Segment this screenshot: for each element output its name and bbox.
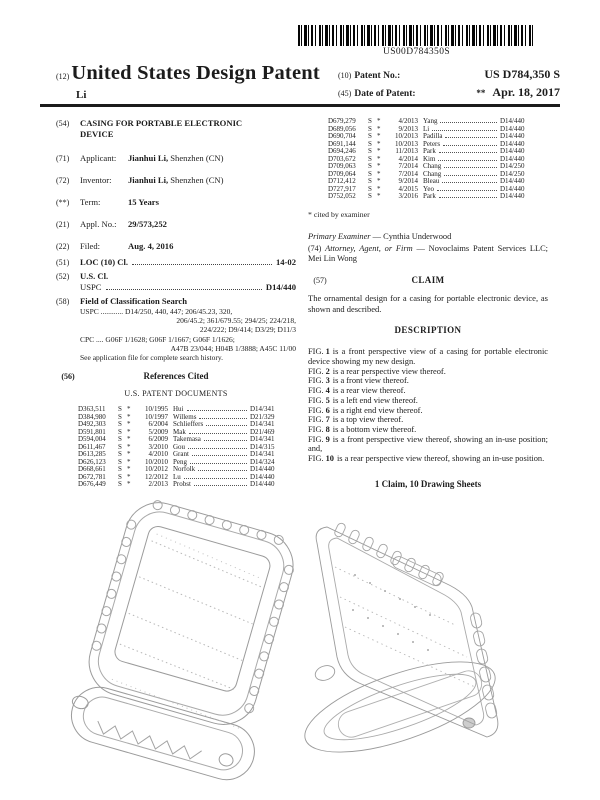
barcode-number: US00D784350S [382,47,451,57]
citation-date: 9/2014 [398,177,418,185]
citation-star: * [377,139,381,148]
uspc-value: D14/440 [265,282,296,293]
classification-line: USPC ............ D14/250, 440, 447; 206/45.23, 320, [80,307,233,317]
field-58-search [56,296,296,362]
figure-description-row [308,347,548,366]
dot-leader [198,470,247,471]
citation-date: 11/2013 [395,147,418,155]
citation-class: D14/440 [250,472,275,481]
citation-class: D14/341 [250,420,275,429]
field-tag: (**) [56,198,70,208]
fig-number: 7 [325,415,330,425]
citation-star: * [127,472,131,481]
citation-kind: S [118,427,122,436]
citation-number: D689,056 [328,124,356,133]
citation-name: Probst [173,480,191,489]
citation-class: D14/440 [250,480,275,489]
citation-date: 5/2009 [148,427,168,436]
citation-kind: S [368,184,372,193]
us-cl-label: U.S. Cl. [80,271,109,282]
citation-number: D752,052 [328,192,356,200]
field-tag: (52) [56,272,70,282]
citation-number: D694,246 [328,147,356,155]
figure-rear-perspective-drawing [295,505,545,795]
citation-star: * [377,169,381,178]
citation-number: D492,303 [78,420,106,429]
citation-kind: S [368,124,372,133]
citation-class: D21/329 [250,412,275,421]
claim-sheets-footer: 1 Claim, 10 Drawing Sheets [374,478,482,489]
fig-number: 8 [325,424,330,434]
left-column [56,118,296,489]
citation-name: Peters [423,139,441,148]
inventor-surname: Li [76,89,87,101]
citation-date: 6/2009 [148,435,168,444]
citation-date: 9/2013 [398,124,418,133]
citation-name: Takemasa [173,435,201,444]
classification-line: CPC .... G06F 1/1628; G06F 1/1667; G06F 1/1626; [80,334,235,344]
citation-number: D691,144 [328,139,356,148]
citation-number: D613,285 [78,450,106,459]
fig-label: FIG. [308,424,324,434]
appl-no-label: Appl. No.: [80,219,117,230]
citation-name: Li [423,124,430,133]
citation-star: * [377,117,381,125]
classification-lines [80,307,296,362]
appl-no-value: 29/573,252 [128,219,167,230]
dot-leader [204,440,247,441]
citation-kind: S [118,405,122,414]
citation-name: Bleau [423,177,440,185]
fig-text: is a front view thereof. [332,376,409,386]
field-72-inventor [56,175,296,186]
description-heading: DESCRIPTION [394,325,462,336]
citation-star: * [127,420,131,429]
patent-citation-row [328,193,536,201]
citation-number: D384,980 [78,412,106,421]
field-tag: (56) [61,372,75,382]
citation-star: * [127,450,131,459]
us-patent-documents-heading: U.S. PATENT DOCUMENTS [124,389,228,399]
fig-text: is a rear perspective view thereof, showing an in-use position. [336,454,545,464]
citation-star: * [127,480,131,489]
citation-class: D14/440 [500,117,525,125]
citation-kind: S [118,442,122,451]
fig-text: is a front perspective view thereof, showing an in-use position; and, [308,434,548,454]
citation-kind: S [118,412,122,421]
attorney-label: Attorney, Agent, or Firm [325,243,413,253]
citation-star: * [127,457,131,466]
figure-descriptions [308,347,548,463]
citation-class: D14/440 [500,147,525,155]
citation-star: * [377,132,381,140]
citation-kind: S [368,132,372,140]
fig-text: is a left end view thereof. [332,395,418,405]
citation-number: D709,063 [328,162,356,170]
citation-class: D14/315 [250,442,275,451]
citations-table-right [328,118,536,201]
figure-description-row [308,386,548,396]
fig-label: FIG. [308,454,324,464]
citation-name: Chang [423,162,442,170]
figure-description-row [308,396,548,406]
primary-examiner-line [308,232,548,243]
citation-star: * [127,435,131,444]
citation-star: * [377,192,381,200]
citation-name: Park [423,192,436,200]
citation-number: D703,672 [328,154,356,163]
citation-name: Mak [173,427,186,436]
citation-star: * [377,184,381,193]
citation-name: Norfolk [173,465,196,474]
fig-text: is a front perspective view of a casing for portable electronic device showing my new design. [308,347,548,366]
field-52-us-cl [56,271,296,293]
citation-star: * [127,465,131,474]
fig-number: 10 [325,454,334,464]
cited-by-examiner-note: * cited by examiner [308,209,370,219]
citation-number: D679,279 [328,117,356,125]
dot-leader [206,425,247,426]
citation-class: D14/341 [250,405,275,414]
inventor-label: Inventor: [80,175,112,186]
citation-star: * [377,177,381,185]
citation-date: 7/2014 [398,169,418,178]
citation-date: 7/2014 [398,162,418,170]
dot-leader [444,167,497,168]
attorney-value: — Novoclaims Patent Services LLC; Mei Lin Wong [308,243,548,264]
citation-date: 4/2015 [398,184,418,193]
citation-class: D14/250 [500,169,525,178]
citation-date: 3/2010 [148,442,168,451]
claim-text: The ornamental design for a casing for portable electronic device, as shown and described. [308,292,548,314]
citation-class: D14/324 [250,457,275,466]
fig-label: FIG. [308,347,324,357]
citation-kind: S [118,450,122,459]
citation-class: D14/440 [500,132,525,140]
citation-kind: S [118,420,122,429]
citation-kind: S [368,117,372,125]
citation-date: 6/2004 [148,420,168,429]
figure-description-row [308,376,548,386]
figure-description-row [308,406,548,416]
figure-description-row [308,425,548,435]
citation-number: D626,123 [78,457,106,466]
references-title: References Cited [143,371,209,382]
citation-class: D14/341 [250,435,275,444]
figure-description-row [308,367,548,377]
references-heading [56,371,296,382]
citation-date: 4/2010 [148,450,168,459]
citation-name: Kim [423,154,436,163]
dot-leader [194,485,247,486]
citation-kind: S [118,457,122,466]
figure-description-row [308,415,548,425]
dot-leader [192,455,247,456]
dot-leader [440,122,497,123]
header-right [338,67,560,103]
citation-number: D672,781 [78,472,106,481]
field-tag: (21) [56,220,70,230]
classification-line: 206/45.2; 361/679.55; 294/25; 224/218, [176,316,296,326]
loc-label: LOC (10) Cl. [80,257,128,268]
fig-number: 3 [325,376,330,386]
dot-leader [184,478,247,479]
claim-heading [308,275,548,286]
fig-number: 1 [325,347,330,357]
citation-date: 10/2010 [145,457,168,466]
claim-title: CLAIM [411,274,445,285]
citation-date: 3/2016 [398,192,418,200]
field-tag: (58) [56,297,70,307]
citation-class: D14/250 [500,162,525,170]
citation-star: * [377,124,381,133]
citation-number: D668,661 [78,465,106,474]
citation-star: * [377,154,381,163]
dot-leader [189,433,247,434]
fig-text: is a top view thereof. [332,415,404,425]
citation-name: Grant [173,450,189,459]
citation-kind: S [118,480,122,489]
figure-front-perspective-drawing [55,488,305,798]
field-51-loc [56,257,296,268]
fig-text: is a bottom view thereof. [332,424,417,434]
filed-label: Filed: [80,241,101,252]
citation-class: D14/440 [500,177,525,185]
citation-kind: S [118,435,122,444]
fig-number: 6 [325,405,330,415]
fig-label: FIG. [308,434,324,444]
term-label: Term: [80,197,101,208]
dot-leader [439,152,497,153]
citation-kind: S [118,465,122,474]
citation-star: * [127,427,131,436]
field-tag: (54) [56,119,70,128]
field-tag: (57) [313,275,327,285]
citation-date: 10/2013 [395,132,418,140]
primary-examiner-label: Primary Examiner [308,232,371,242]
citation-date: 10/2013 [395,139,418,148]
barcode-icon [298,25,535,46]
field-22-filed [56,241,296,252]
field-tag: (51) [56,258,70,268]
citation-star: * [127,405,131,414]
citations-table-left [78,406,286,489]
field-54-title [56,118,296,139]
citation-star: * [377,147,381,155]
fig-text: is a rear perspective view thereof. [332,366,446,376]
citation-name: Park [423,147,436,155]
citation-class: D14/440 [500,192,525,200]
header-left [56,62,320,103]
dot-leader [437,190,497,191]
citation-number: D709,064 [328,169,356,178]
dot-leader [199,418,247,419]
citation-number: D594,004 [78,435,106,444]
dot-leader [432,130,497,131]
citation-number: D690,704 [328,132,356,140]
dot-leader [106,289,262,290]
field-term [56,197,296,208]
citation-number: D591,801 [78,427,106,436]
citation-name: Schlieffers [173,420,204,429]
field-21-appl-no [56,219,296,230]
citation-star: * [127,412,131,421]
citation-number: D712,412 [328,177,356,185]
patent-number-row [338,67,560,82]
dot-leader [444,175,497,176]
citation-class: D14/440 [500,154,525,163]
citation-kind: S [368,139,372,148]
citation-name: Yeo [423,184,434,193]
attorney-line [308,244,548,265]
citation-kind: S [368,162,372,170]
field-tag: (74) [308,243,322,253]
figure-description-row [308,435,548,454]
citation-class: D14/440 [500,139,525,148]
citation-date: 10/1997 [145,412,168,421]
fig-label: FIG. [308,405,324,415]
primary-examiner-name: Cynthia Underwood [383,232,452,242]
citation-name: Willems [173,412,197,421]
inventor-name: Jianhui Li, [128,175,169,186]
term-value: 15 Years [128,197,159,208]
fig-label: FIG. [308,395,324,405]
fig-label: FIG. [308,386,324,396]
dot-leader [442,182,497,183]
citation-name: Padilla [423,132,443,140]
patent-no-value: US D784,350 S [484,67,560,81]
fig-label: FIG. [308,366,324,376]
citation-number: D676,449 [78,480,106,489]
uspc-label: USPC [80,282,102,293]
field-tag: (71) [56,154,70,164]
fig-number: 9 [325,434,330,444]
citation-class: D14/341 [250,450,275,459]
right-column [308,118,548,490]
classification-line: 224/222; D9/414; D3/29; D11/3 [199,325,296,335]
field-tag: (22) [56,242,70,252]
term-asterisks: ** [476,88,486,98]
fig-label: FIG. [308,415,324,425]
applicant-name: Jianhui Li, [128,153,169,164]
filed-value: Aug. 4, 2016 [128,241,174,252]
citation-number: D611,467 [78,442,106,451]
fig-text: is a right end view thereof. [332,405,423,415]
citation-date: 10/2012 [145,465,168,474]
citation-class: D14/440 [500,124,525,133]
dot-leader [438,160,497,161]
fig-text: is a rear view thereof. [332,386,406,396]
citation-star: * [127,442,131,451]
document-title: United States Design Patent [71,62,320,84]
citation-number: D363,511 [78,405,106,414]
figure-description-row [308,454,548,464]
date-value: Apr. 18, 2017 [492,85,560,99]
citation-date: 10/1995 [145,405,168,414]
classification-line: A47B 23/044; H04B 1/3888; A45C 11/00 [170,343,296,353]
classification-line: See application file for complete search history. [80,352,224,362]
citation-class: D14/440 [500,184,525,193]
dot-leader [187,410,248,411]
citation-name: Gou [173,442,186,451]
citation-kind: S [368,169,372,178]
fig-number: 4 [325,386,330,396]
citation-date: 2/2013 [148,480,168,489]
citation-class: D14/440 [250,465,275,474]
fig-label: FIG. [308,376,324,386]
dot-leader [439,197,497,198]
patent-date-row [338,85,560,100]
fig-number: 5 [325,395,330,405]
field-tag: (72) [56,176,70,186]
citation-kind: S [368,147,372,155]
citation-kind: S [368,177,372,185]
invention-title: CASING FOR PORTABLE ELECTRONIC DEVICE [80,118,243,139]
citation-date: 4/2014 [398,154,418,163]
citation-date: 12/2012 [145,472,168,481]
dot-leader [443,145,497,146]
dot-leader [190,463,247,464]
dot-leader [132,264,272,265]
em-dash: — [372,232,382,242]
date-label: Date of Patent: [354,89,416,99]
dot-leader [445,137,497,138]
citation-class: D21/469 [250,427,275,436]
citation-name: Hui [173,405,184,414]
patent-no-label: Patent No.: [354,71,401,81]
citation-name: Lu [173,472,181,481]
citation-name: Peng [173,457,187,466]
citation-number: D727,917 [328,184,356,193]
search-label: Field of Classification Search [80,296,188,307]
citation-name: Yang [423,117,438,125]
patent-no-tag: (10) [338,71,352,80]
applicant-location: Shenzhen (CN) [170,153,224,164]
fig-number: 2 [325,366,330,376]
citation-kind: S [118,472,122,481]
citation-star: * [377,162,381,170]
header-divider [40,104,560,107]
citation-kind: S [368,154,372,163]
dot-leader [188,448,247,449]
inventor-location: Shenzhen (CN) [170,175,224,186]
applicant-label: Applicant: [80,153,117,164]
kind-code-tag: (12) [56,72,70,81]
citation-kind: S [368,192,372,200]
citation-name: Chang [423,169,442,178]
date-tag: (45) [338,89,352,98]
citation-date: 4/2013 [398,117,418,125]
loc-value: 14-02 [275,257,296,268]
field-71-applicant [56,153,296,164]
